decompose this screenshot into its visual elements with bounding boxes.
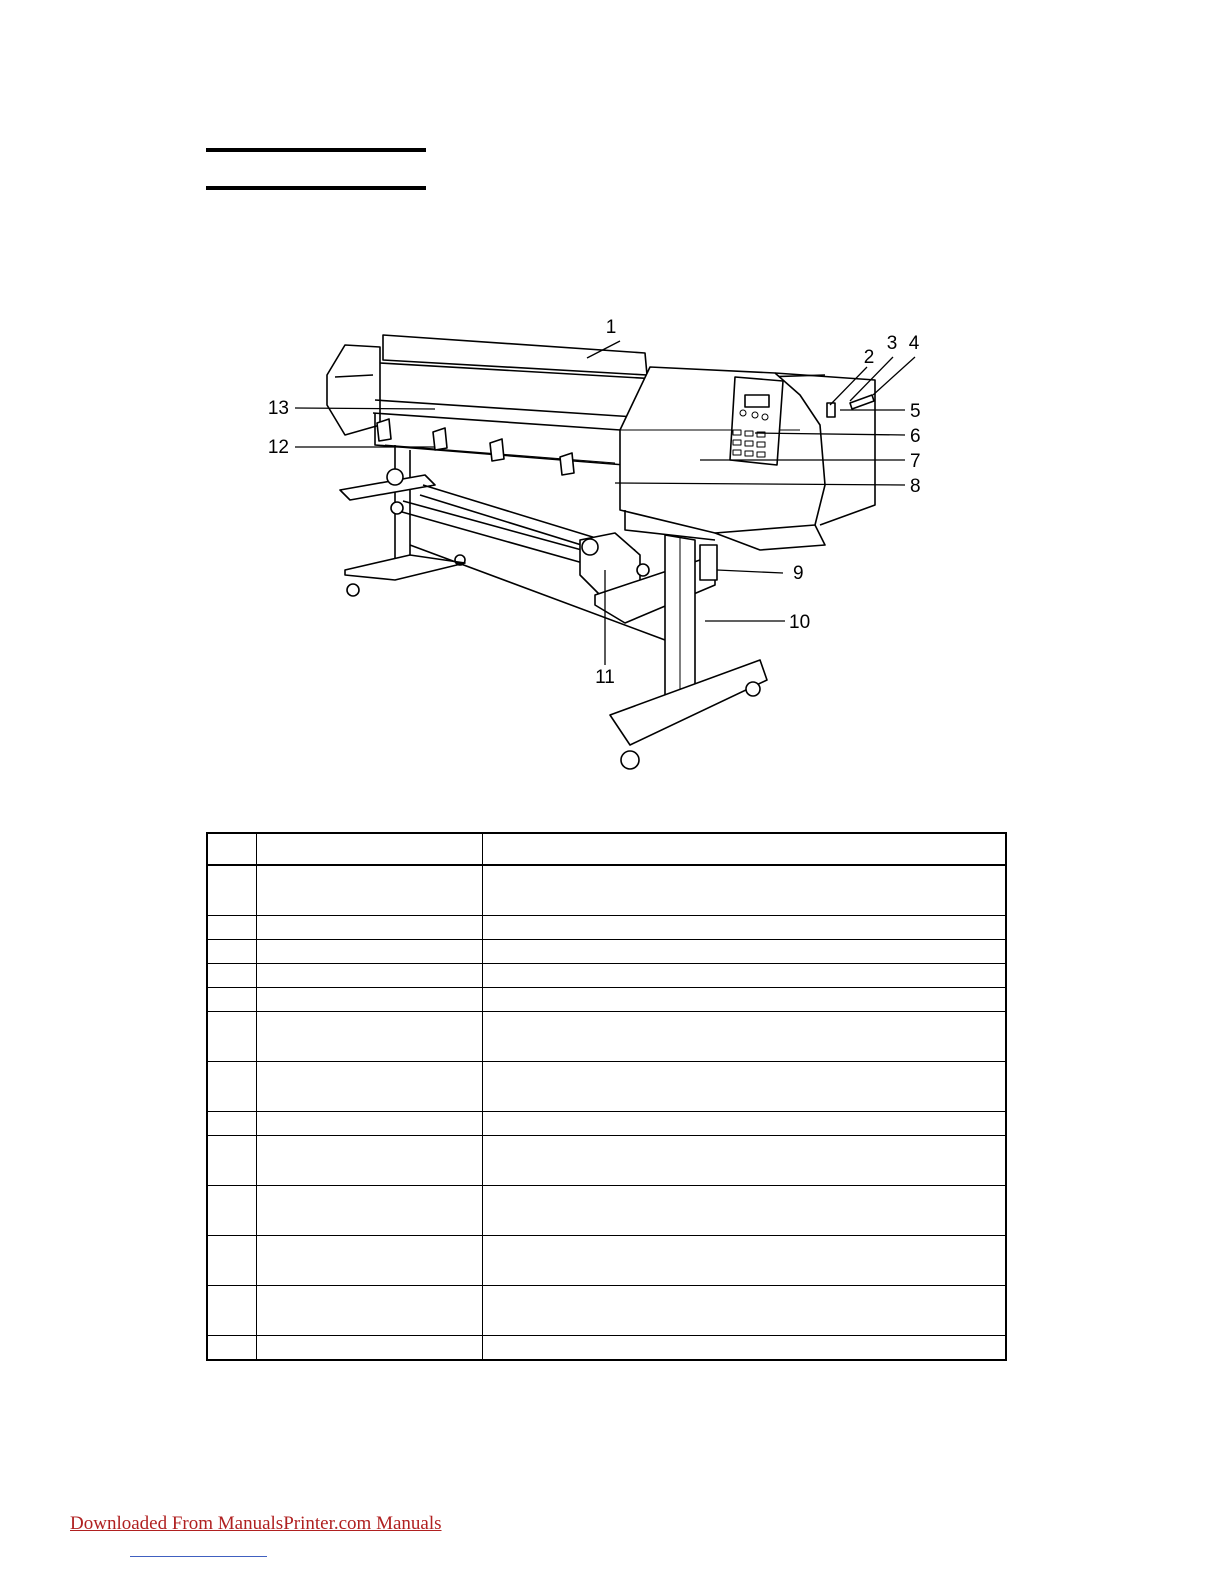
table-cell-desc [483,1062,1007,1112]
table-cell-num [207,1062,257,1112]
table-cell-num [207,1236,257,1286]
table-header-row [207,833,1006,865]
section-heading-rule-top [206,148,426,152]
callout-9: 9 [793,563,804,584]
printer-illustration [327,335,875,769]
leader-lines [295,341,915,665]
table-cell-num [207,916,257,940]
table-cell-num [207,1336,257,1361]
table-cell-name [257,964,483,988]
callout-1: 1 [605,317,617,338]
table-cell-desc [483,1012,1007,1062]
callout-4: 4 [908,333,920,354]
table-row [207,916,1006,940]
table-cell-num [207,1286,257,1336]
table-cell-num [207,940,257,964]
table-row [207,964,1006,988]
header-name [257,833,483,865]
table-row [207,1112,1006,1136]
table-row [207,1286,1006,1336]
table-row [207,1336,1006,1361]
table-cell-name [257,940,483,964]
table-cell-desc [483,1136,1007,1186]
table-cell-name [257,1136,483,1186]
printer-diagram [255,305,945,785]
callout-11: 11 [595,667,615,688]
footer-divider [130,1556,267,1557]
header-number [207,833,257,865]
table-cell-name [257,1286,483,1336]
table-cell-desc [483,988,1007,1012]
table-row [207,865,1006,916]
table-cell-num [207,1136,257,1186]
table-cell-num [207,1186,257,1236]
callout-7: 7 [910,451,921,472]
table-row [207,1186,1006,1236]
callout-5: 5 [910,401,921,422]
table-row [207,1236,1006,1286]
table-cell-num [207,865,257,916]
section-heading-rule-bottom [206,186,426,190]
callout-12: 12 [267,437,289,458]
table-row [207,940,1006,964]
table-row [207,1136,1006,1186]
table-cell-num [207,988,257,1012]
callout-13: 13 [267,398,289,419]
table-cell-num [207,1112,257,1136]
table-row [207,1012,1006,1062]
table-cell-desc [483,964,1007,988]
table-cell-num [207,1012,257,1062]
callout-10: 10 [789,612,811,633]
callout-2: 2 [863,347,875,368]
table-cell-name [257,1012,483,1062]
table-cell-desc [483,1336,1007,1361]
table-cell-name [257,1062,483,1112]
callout-8: 8 [910,476,921,497]
source-link[interactable]: Downloaded From ManualsPrinter.com Manuals [70,1513,442,1534]
callout-6: 6 [910,426,921,447]
table-cell-name [257,865,483,916]
table-cell-desc [483,940,1007,964]
table-cell-name [257,1336,483,1361]
table-cell-desc [483,865,1007,916]
table-cell-desc [483,1112,1007,1136]
header-function [483,833,1007,865]
table-cell-desc [483,1186,1007,1236]
table-cell-name [257,988,483,1012]
table-cell-name [257,916,483,940]
table-row [207,988,1006,1012]
table-cell-name [257,1186,483,1236]
table-cell-desc [483,1286,1007,1336]
table-cell-desc [483,1236,1007,1286]
table-cell-name [257,1112,483,1136]
table-cell-name [257,1236,483,1286]
table-row [207,1062,1006,1112]
table-cell-num [207,964,257,988]
table-cell-desc [483,916,1007,940]
callout-3: 3 [886,333,898,354]
parts-table [206,832,1007,1361]
